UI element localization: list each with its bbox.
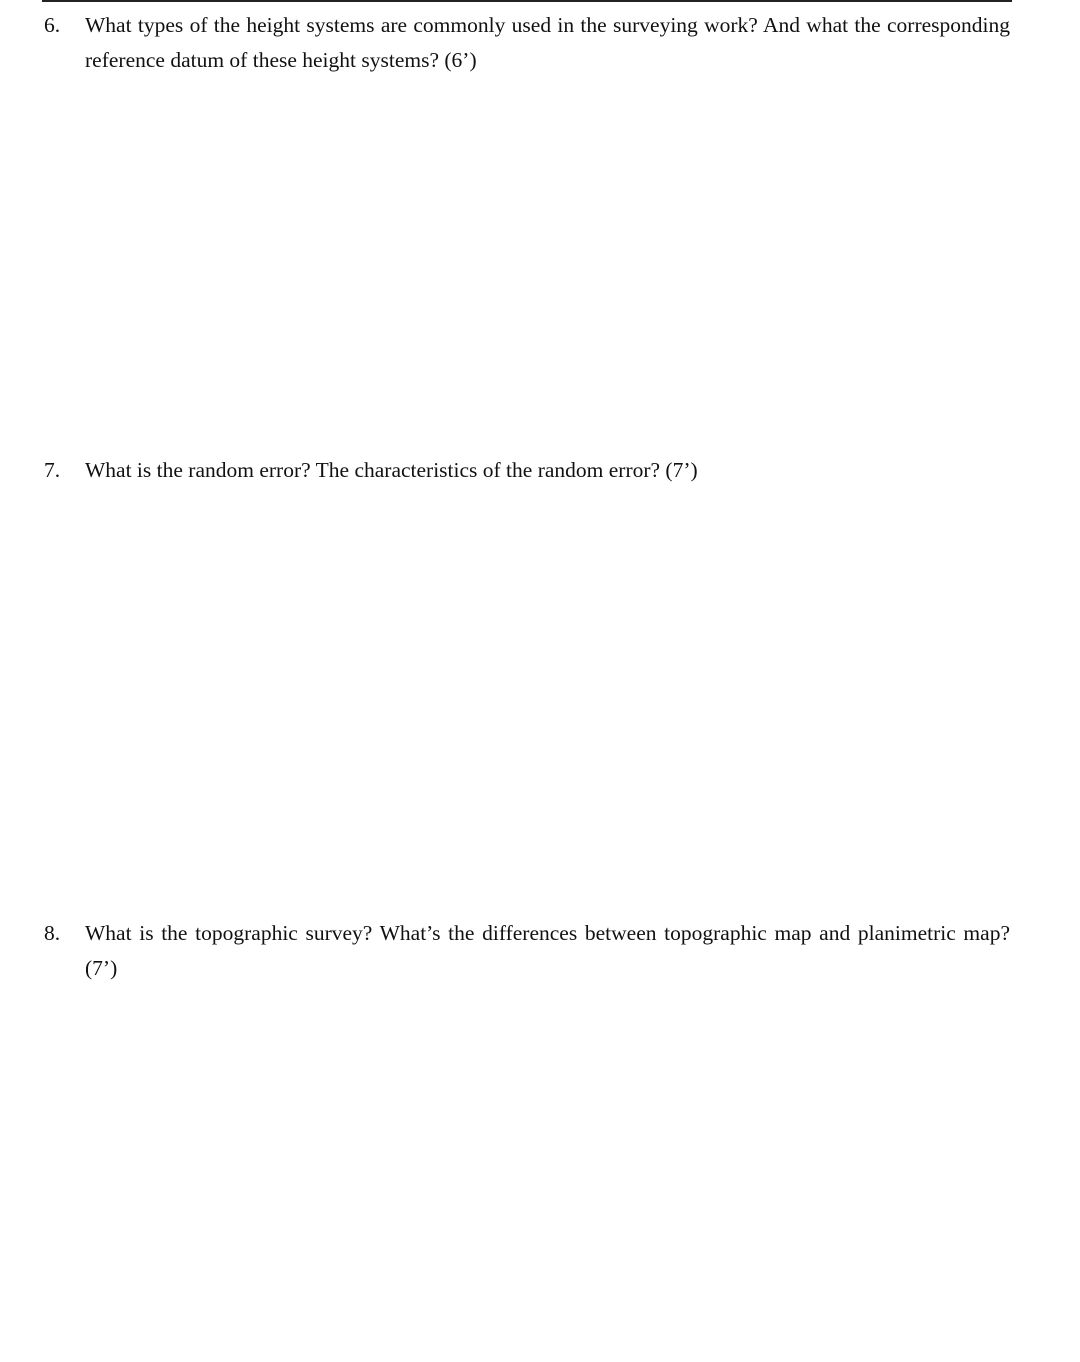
question-8 xyxy=(44,916,1010,986)
question-text: What is the random error? The characteristics of the random error? (7’) xyxy=(85,458,698,482)
question-number: 7. xyxy=(44,458,61,482)
question-number: 6. xyxy=(44,13,61,37)
top-rule-divider xyxy=(42,0,1012,2)
question-text: What types of the height systems are commonly used in the surveying work? And what the corresponding reference datum of these height systems? (6’) xyxy=(85,13,1010,72)
question-7 xyxy=(44,453,1010,488)
question-6 xyxy=(44,8,1010,78)
question-text: What is the topographic survey? What’s the differences between topographic map and planimetric map? (7’) xyxy=(85,921,1010,980)
question-number: 8. xyxy=(44,921,61,945)
